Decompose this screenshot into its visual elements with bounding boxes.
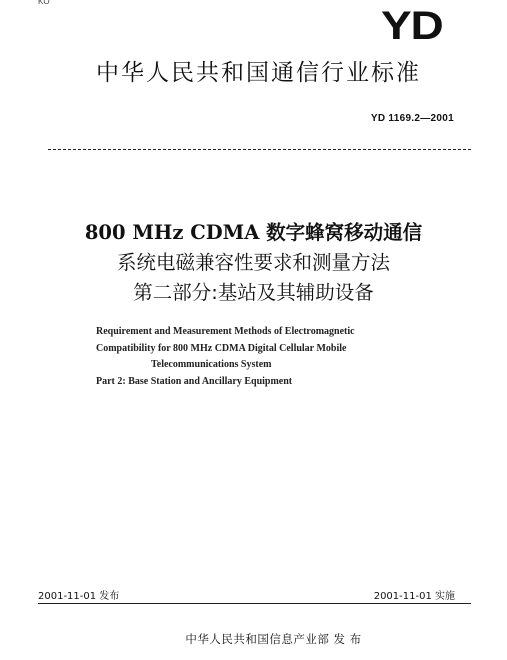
yd-logo: YD xyxy=(381,4,443,48)
standard-number: YD 1169.2—2001 xyxy=(370,113,454,124)
english-title-line-3: Telecommunications System xyxy=(151,359,272,370)
title-line-2: 系统电磁兼容性要求和测量方法 xyxy=(116,251,390,274)
footer-divider xyxy=(38,603,471,604)
title-line-3: 第二部分:基站及其辅助设备 xyxy=(133,281,374,304)
implementation-date: 2001-11-01 实施 xyxy=(373,591,455,602)
issue-date: 2001-11-01 发布 xyxy=(38,591,120,602)
publisher: 中华人民共和国信息产业部 发 布 xyxy=(185,632,362,646)
english-title-line-1: Requirement and Measurement Methods of Electromagnetic xyxy=(96,326,355,337)
english-title-line-4: Part 2: Base Station and Ancillary Equipment xyxy=(96,375,293,387)
english-title xyxy=(96,324,355,390)
corner-mark: KO xyxy=(38,0,50,6)
header-divider xyxy=(48,149,471,150)
english-title-line-2: Compatibility for 800 MHz CDMA Digital Cellular Mobile xyxy=(96,342,347,354)
chinese-title xyxy=(0,218,507,308)
standard-type-heading: 中华人民共和国通信行业标准 xyxy=(96,60,421,86)
title-line-1: 800 MHz CDMA 数字蜂窝移动通信 xyxy=(84,221,423,244)
